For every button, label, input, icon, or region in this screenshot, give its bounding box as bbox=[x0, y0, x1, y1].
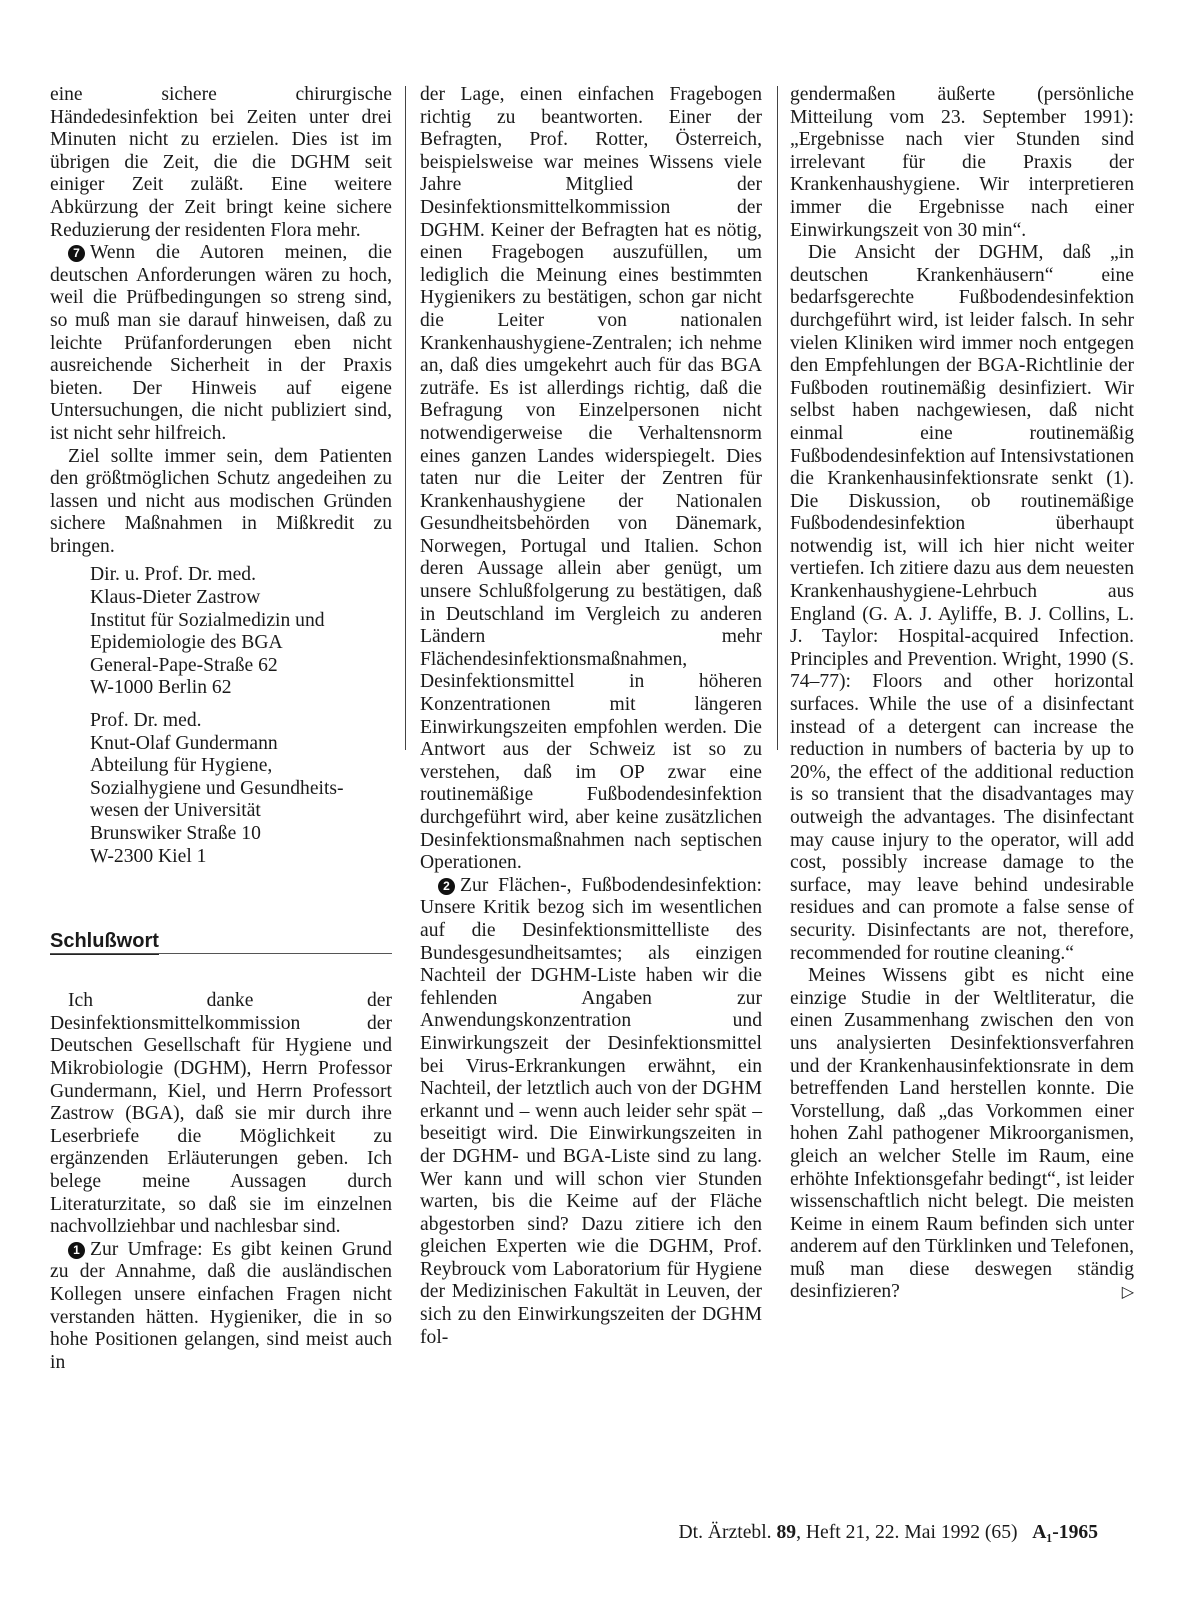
paragraph-text: Zur Umfrage: Es gibt keinen Grund zu der Annahme, daß die ausländischen Kollegen unsere einfachen Fragen nicht verstanden hätten. Hygieniker, die in so hohe Positionen gelangen, sind meist auch in bbox=[50, 1238, 392, 1373]
paragraph: eine sichere chirurgische Händedesinfektion bei Zeiten unter drei Minuten nicht zu erzielen. Dies ist im übrigen die Zeit, die die DGHM seit einiger Zeit zuläßt. Eine weitere Abkürzung der Zeit bringt keine sichere Reduzierung der residenten Flora mehr. bbox=[50, 84, 392, 241]
address-line: Institut für Sozialmedizin und bbox=[90, 609, 325, 631]
number-badge-7: 7 bbox=[68, 245, 85, 262]
paragraph bbox=[420, 875, 762, 1349]
address-line: Sozialhygiene und Gesundheits- bbox=[90, 777, 344, 799]
address-line: wesen der Universität bbox=[90, 800, 261, 822]
page-footer bbox=[679, 1522, 1098, 1544]
paragraph bbox=[50, 242, 392, 445]
address-line: Klaus-Dieter Zastrow bbox=[90, 587, 261, 609]
author-address-gundermann bbox=[50, 710, 392, 868]
paragraph: Ich danke der Desinfektionsmittelkommission der Deutschen Gesellschaft für Hygiene und Mikrobiologie (DGHM), Herrn Professor Gundermann, Kiel, und Herrn Professort Zastrow (BGA), daß sie mir durch ihre Leserbriefe die Möglichkeit zu ergänzenden Erläuterungen geben. Ich belege meine Aussagen durch Literaturzitate, so daß sie im einzelnen nachvollziehbar und nachlesbar sind. bbox=[50, 990, 392, 1238]
paragraph-text: Meines Wissens gibt es nicht eine einzige Studie in der Weltliteratur, die einen Zusammenhang zwischen den von uns analysierten Desinfektionsverfahren und der Krankenhausinfektionsrate in dem betreffenden Land herstellen konnte. Die Vorstellung, daß „das Vorkommen einer hohen Zahl pathogener Mikroorganismen, gleich an welcher Stelle im Raum, eine erhöhte Infektionsgefahr bedingt“, ist leider wissenschaftlich nicht belegt. Die meisten Keime in einem Raum befinden sich unter anderem auf den Türklinken und Telefonen, muß man diese deswegen ständig desinfizieren? bbox=[790, 965, 1134, 1303]
section-heading bbox=[50, 930, 392, 956]
heading-text: Schlußwort bbox=[50, 930, 159, 955]
column-3 bbox=[790, 84, 1134, 1304]
address-line: Prof. Dr. med. bbox=[90, 710, 202, 732]
paragraph: der Lage, einen einfachen Fragebogen richtig zu beantworten. Einer der Befragten, Prof. Rotter, Österreich, beispielsweise war meines Wissens viele Jahre Mitglied der Desinfektionsmittelkommission der DGHM. Keiner der Befragten hat es nötig, einen Fragebogen auszufüllen, um lediglich die Meinung eines bestimmten Hygienikers zu bestätigen, schon gar nicht die Leiter von nationalen Krankenhaushygiene-Zentralen; ich nehme an, daß dies umgekehrt auch für das BGA zuträfe. Es ist allerdings richtig, daß die Befragung von Einzelpersonen nicht notwendigerweise die Verhaltensnorm eines ganzen Landes widerspiegelt. Dies taten nur die Leiter der Zentren für Krankenhaushygiene der Nationalen Gesundheitsbehörden von Dänemark, Norwegen, Portugal und Italien. Schon deren Aussage allein aber genügt, um unsere Schlußfolgerung zu bestätigen, daß in Deutschland im Vergleich zu anderen Ländern mehr Flächendesinfektionsmaßnahmen, Desinfektionsmittel in höheren Konzentrationen mit längeren Einwirkungszeiten empfohlen werden. Die Antwort aus der Schweiz ist so zu verstehen, daß im OP zwar eine routinemäßige Fußbodendesinfektion durchgeführt wird, aber keine zusätzlichen Desinfektionsmaßnahmen nach septischen Operationen. bbox=[420, 84, 762, 874]
address-line: Brunswiker Straße 10 bbox=[90, 823, 261, 844]
column-2 bbox=[420, 84, 762, 1349]
address-line: Abteilung für Hygiene, bbox=[90, 755, 273, 777]
author-address-zastrow bbox=[50, 564, 392, 700]
paragraph bbox=[50, 1239, 392, 1375]
continue-arrow-icon: ▷ bbox=[1121, 1282, 1134, 1302]
column-rule-2 bbox=[777, 86, 778, 750]
issue-info: , Heft 21, 22. Mai 1992 (65) bbox=[796, 1522, 1018, 1543]
paragraph bbox=[790, 965, 1134, 1304]
column-rule-1 bbox=[405, 86, 406, 750]
address-line: W-2300 Kiel 1 bbox=[90, 845, 207, 867]
address-line: W-1000 Berlin 62 bbox=[90, 677, 232, 699]
number-badge-2: 2 bbox=[438, 878, 455, 895]
paragraph: Die Ansicht der DGHM, daß „in deutschen Krankenhäusern“ eine bedarfsgerechte Fußbodendesinfektion durchgeführt wird, ist leider falsch. In sehr vielen Kliniken wird immer noch entgegen den Empfehlungen der BGA-Richtlinie der Fußboden routinemäßig desinfiziert. Wir selbst haben nachgewiesen, daß nicht einmal eine routinemäßig Fußbodendesinfektion auf Intensivstationen die Krankenhausinfektionsrate senkt (1). Die Diskussion, ob routinemäßige Fußbodendesinfektion überhaupt notwendig ist, will ich hier nicht weiter vertiefen. Ich zitiere dazu aus dem neuesten Krankenhaushygiene-Lehrbuch aus England (G. A. J. Ayliffe, B. J. Collins, L. J. Taylor: Hospital-acquired Infection. Principles and Prevention. Wright, 1990 (S. 74–77): Floors and other horizontal surfaces. While the use of a disinfectant instead of a detergent can increase the reduction in numbers of bacteria by up to 20%, the effect of the additional reduction is so transient that the disadvantages may outweigh the advantages. The disinfectant may cause injury to the operator, will add cost, possibly increase damage to the surface, may leave behind undesirable residues and can promote a false sense of security. Disinfectants are not, therefore, recommended for routine cleaning.“ bbox=[790, 242, 1134, 964]
paragraph: gendermaßen äußerte (persönliche Mitteilung vom 23. September 1991): „Ergebnisse nach vier Stunden sind irrelevant für die Praxis der Krankenhaushygiene. Wir interpretieren immer die Ergebnisse nach einer Einwirkungszeit von 30 min“. bbox=[790, 84, 1134, 241]
heading-rule bbox=[50, 953, 392, 954]
page-number: A₁-1965 bbox=[1032, 1522, 1098, 1543]
address-line: Knut-Olaf Gundermann bbox=[90, 732, 278, 754]
address-line: Dir. u. Prof. Dr. med. bbox=[90, 564, 256, 586]
volume: 89 bbox=[776, 1522, 797, 1543]
address-line: General-Pape-Straße 62 bbox=[90, 654, 278, 676]
journal-name: Dt. Ärztebl. bbox=[678, 1522, 772, 1543]
address-line: Epidemiologie des BGA bbox=[90, 632, 283, 654]
column-1 bbox=[50, 84, 392, 1374]
number-badge-1: 1 bbox=[68, 1242, 85, 1259]
paragraph: Ziel sollte immer sein, dem Patienten den größtmöglichen Schutz angedeihen zu lassen und nicht aus modischen Gründen sichere Maßnahmen in Mißkredit zu bringen. bbox=[50, 445, 392, 557]
paragraph-text: Wenn die Autoren meinen, die deutschen Anforderungen wären zu hoch, weil die Prüfbedingungen so streng sind, so muß man sie darauf hinweisen, daß zu leichte Prüfanforderungen eben nicht ausreichende Sicherheit in der Praxis bieten. Der Hinweis auf eigene Untersuchungen, die nicht publiziert sind, ist nicht sehr hilfreich. bbox=[50, 242, 392, 444]
paragraph-text: Zur Flächen-, Fußbodendesinfektion: Unsere Kritik bezog sich im wesentlichen auf die Desinfektionsmittelliste des Bundesgesundheitsamtes; als einzigen Nachteil der DGHM-Liste haben wir die fehlenden Angaben zur Anwendungskonzentration und Einwirkungszeit der Desinfektionsmittel bei Virus-Erkrankungen erwähnt, ein Nachteil, der letztlich auch von der DGHM erkannt und – wenn auch leider sehr spät – beseitigt wird. Die Einwirkungszeiten in der DGHM- und BGA-Liste sind zu lang. Wer kann und will schon vier Stunden warten, bis die Keime auf der Fläche abgestorben sind? Dazu zitiere ich den gleichen Experten wie die DGHM, Prof. Reybrouck vom Laboratorium für Hygiene der Medizinischen Fakultät in Leuven, der sich zu den Einwirkungszeiten der DGHM fol- bbox=[420, 874, 762, 1348]
